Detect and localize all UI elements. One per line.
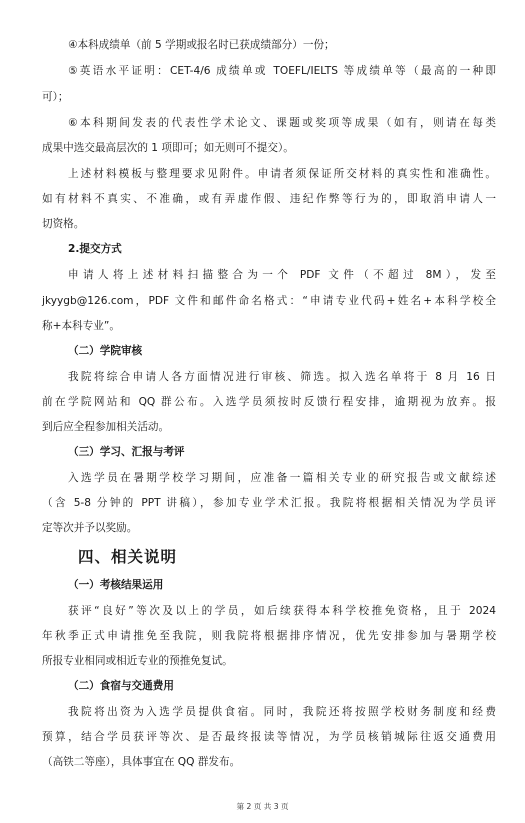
heading-study-report-evaluation: （三）学习、汇报与考评: [68, 446, 185, 458]
list-item-transcript: ④本科成绩单（前 5 学期或报名时已获成绩部分）一份；: [68, 39, 335, 51]
paragraph-submission-line3: 称+本科专业”。: [42, 320, 120, 332]
paragraph-food-line1: 我院将出资为入选学员提供食宿。同时，我院还将按照学校财务制度和经费: [68, 706, 496, 718]
paragraph-materials-line1: 上述材料模板与整理要求见附件。申请者须保证所交材料的真实性和准确性。: [68, 168, 496, 180]
paragraph-study-line1: 入选学员在暑期学校学习期间，应准备一篇相关专业的研究报告或文献综述: [68, 472, 496, 484]
heading-submission-method: 2.提交方式: [68, 243, 122, 255]
paragraph-review-line3: 到后应全程参加相关活动。: [42, 421, 170, 433]
paragraph-study-line2: （含 5-8 分钟的 PPT 讲稿），参加专业学术汇报。我院将根据相关情况为学员评: [42, 497, 496, 509]
paragraph-food-line2: 预算，结合学员获评等次、是否最终报读等情况，为学员核销城际往返交通费用: [42, 731, 496, 743]
section-heading-related-notes: 四、相关说明: [78, 548, 178, 566]
paragraph-materials-line3: 切资格。: [42, 218, 85, 230]
heading-food-transport: （二）食宿与交通费用: [68, 680, 174, 692]
paragraph-study-line3: 定等次并予以奖励。: [42, 522, 138, 534]
list-item-achievements-line1: ⑥本科期间发表的代表性学术论文、课题或奖项等成果（如有，则请在每类: [68, 117, 496, 129]
paragraph-materials-line2: 如有材料不真实、不准确，或有弄虚作假、违纪作弊等行为的，即取消申请人一: [42, 193, 496, 205]
heading-college-review: （二）学院审核: [68, 345, 143, 357]
page-number-footer: 第 2 页 共 3 页: [236, 802, 289, 811]
paragraph-results-line2: 年秋季正式申请推免至我院，则我院将根据排序情况，优先安排参加与暑期学校: [42, 630, 496, 642]
paragraph-results-line3: 所报专业相同或相近专业的预推免复试。: [42, 655, 233, 667]
list-item-english-line1: ⑤英语水平证明：CET-4/6 成绩单或 TOEFL/IELTS 等成绩单等（最高的一种即: [68, 65, 496, 77]
paragraph-food-line3: （高铁二等座），具体事宜在 QQ 群发布。: [42, 756, 241, 768]
paragraph-submission-line1: 申请人将上述材料扫描整合为一个 PDF 文件（不超过 8M），发至: [68, 269, 496, 281]
list-item-achievements-line2: 成果中选交最高层次的 1 项即可；如无则可不提交）。: [42, 142, 294, 154]
heading-results-application: （一）考核结果运用: [68, 579, 164, 591]
paragraph-review-line2: 前在学院网站和 QQ 群公布。入选学员须按时反馈行程安排，逾期视为放弃。报: [42, 396, 496, 408]
paragraph-results-line1: 获评“良好”等次及以上的学员，如后续获得本科学校推免资格，且于 2024: [68, 605, 496, 617]
paragraph-review-line1: 我院将综合申请人各方面情况进行审核、筛选。拟入选名单将于 8 月 16 日: [68, 371, 496, 383]
paragraph-submission-line2: jkyygb@126.com，PDF 文件和邮件命名格式：“申请专业代码+姓名+本科学校全: [42, 295, 496, 307]
list-item-english-line2: 可）；: [42, 91, 69, 103]
